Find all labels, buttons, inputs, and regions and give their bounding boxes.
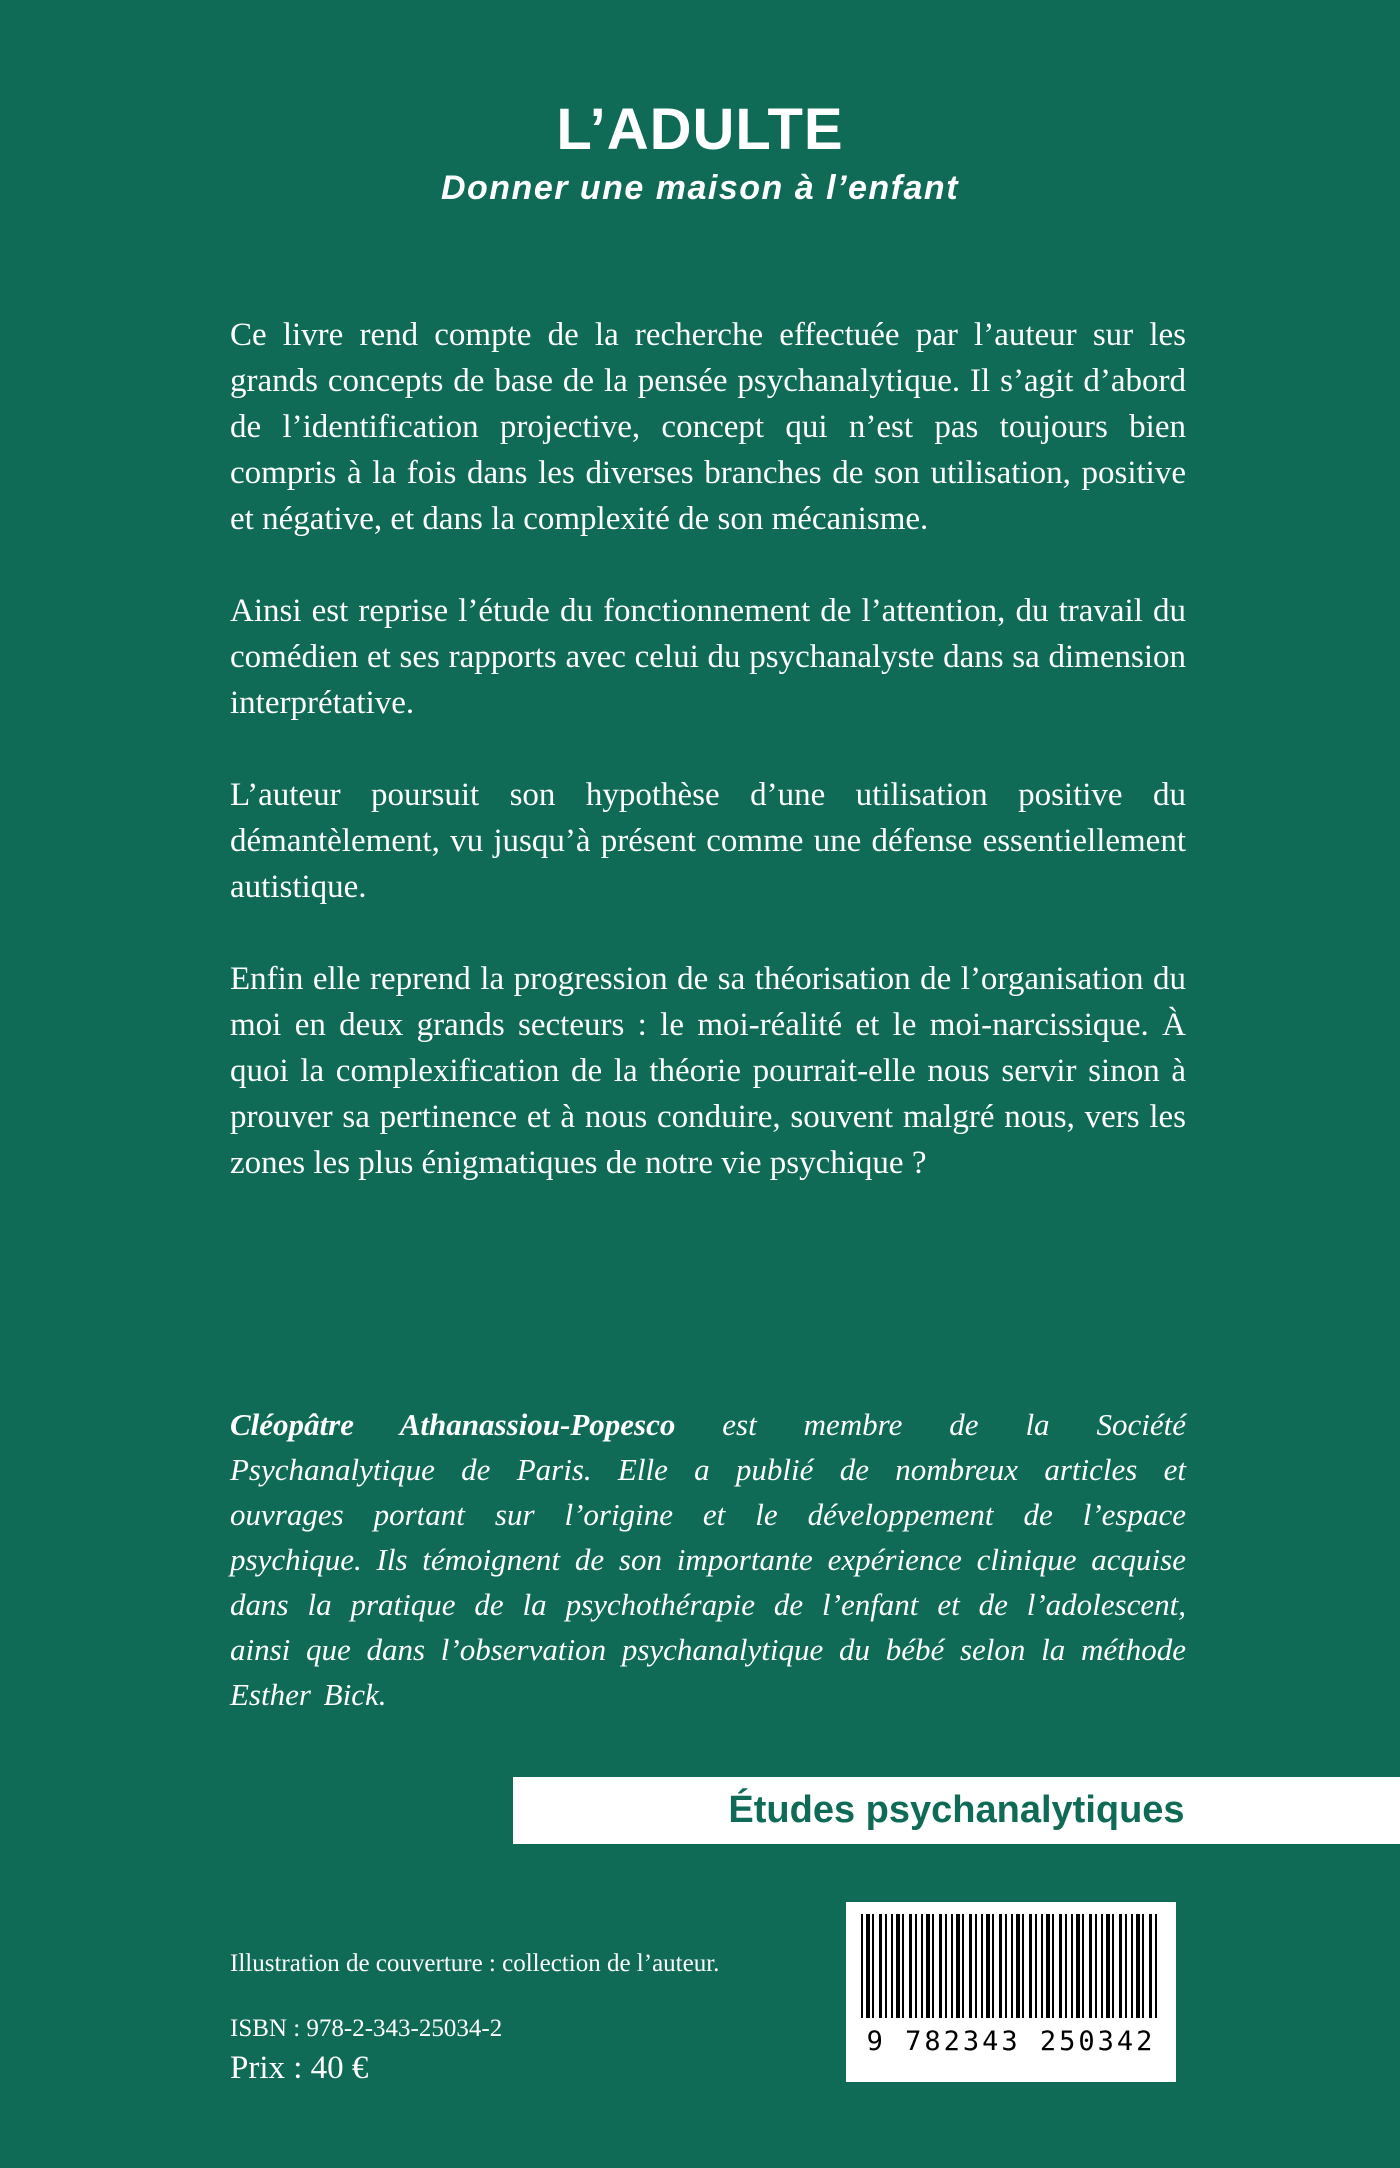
illustration-credit: Illustration de couverture : collection de l’auteur. xyxy=(230,1950,720,1977)
author-bio-text xyxy=(230,1402,1186,1717)
blurb-paragraph-3: L’auteur poursuit son hypothèse d’une utilisation positive du démantèlement, vu jusqu’à présent comme une défense essentiellement autistique. xyxy=(230,777,1186,905)
barcode-number: 9 782343 250342 xyxy=(866,2026,1156,2057)
blurb-paragraph-1: Ce livre rend compte de la recherche effectuée par l’auteur sur les grands concepts de base de la pensée psychanalytique. Il s’agit d’abord de l’identification projective, concept qui n’est pas toujours bien compris à la fois dans les diverses branches de son utilisation, positive et négative, et dans la complexité de son mécanisme. xyxy=(230,317,1186,537)
author-bio xyxy=(230,1402,1186,1717)
header xyxy=(0,97,1400,208)
isbn: ISBN : 978-2-343-25034-2 xyxy=(230,2015,503,2042)
barcode-bars xyxy=(861,1914,1161,2018)
author-bio-body: est membre de la Société Psychanalytique de Paris. Elle a publié de nombreux articles et ouvrages portant sur l’origine et le développement de l’espace psychique. Ils témoignent de son importante expérience clinique acquise dans la pratique de la psychothérapie de l’enfant et de l’adolescent, ainsi que dans l’observation psychanalytique du bébé selon la méthode Esther Bick. xyxy=(230,1407,1186,1712)
collection-band xyxy=(513,1777,1400,1844)
barcode xyxy=(846,1902,1176,2082)
price: Prix : 40 € xyxy=(230,2050,369,2086)
blurb xyxy=(230,312,1186,1232)
author-name: Cléopâtre Athanassiou-Popesco xyxy=(230,1407,676,1442)
book-subtitle: Donner une maison à l’enfant xyxy=(440,168,960,207)
book-title: L’ADULTE xyxy=(556,97,844,162)
collection-label: Études psychanalytiques xyxy=(728,1789,1185,1831)
blurb-paragraph-2: Ainsi est reprise l’étude du fonctionnement de l’attention, du travail du comédien et ses rapports avec celui du psychanalyste dans sa dimension interprétative. xyxy=(230,593,1186,721)
blurb-paragraph-4: Enfin elle reprend la progression de sa théorisation de l’organisation du moi en deux grands secteurs : le moi-réalité et le moi-narcissique. À quoi la complexification de la théorie pourrait-elle nous servir sinon à prouver sa pertinence et à nous conduire, souvent malgré nous, vers les zones les plus énigmatiques de notre vie psychique ? xyxy=(230,961,1186,1181)
footer-credits xyxy=(230,1949,719,2087)
